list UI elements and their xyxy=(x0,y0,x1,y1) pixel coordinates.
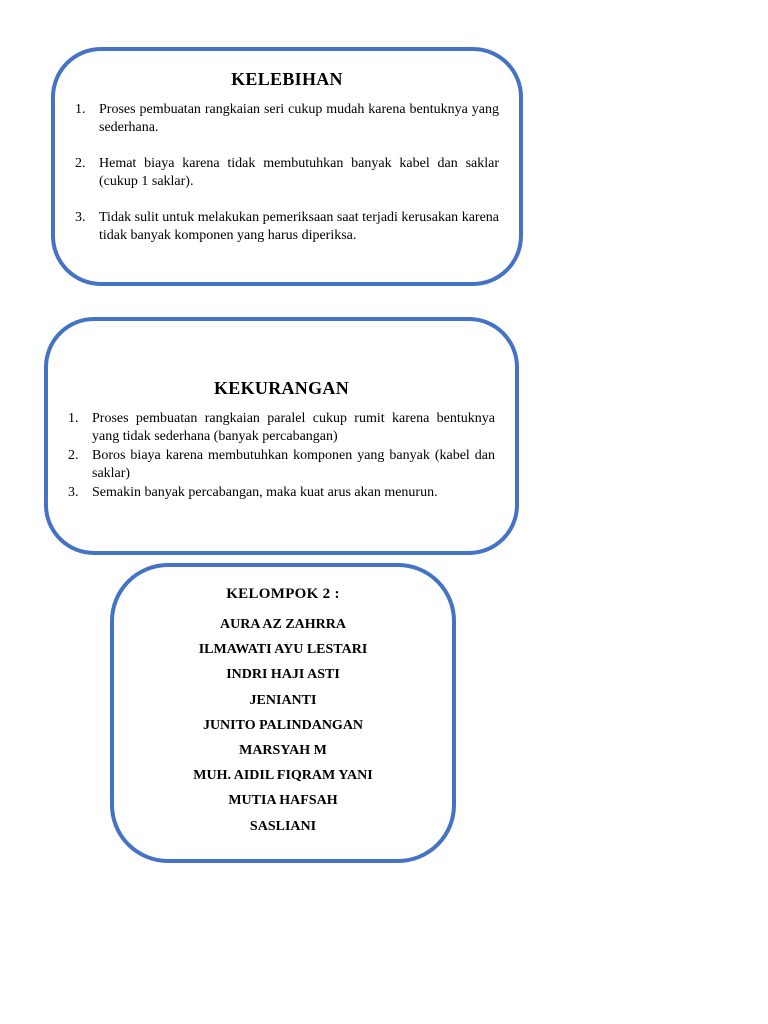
member-name: MUTIA HAFSAH xyxy=(228,793,338,809)
list-item-text: Proses pembuatan rangkaian seri cukup mudah karena bentuknya yang sederhana. xyxy=(99,102,499,135)
member-name: JENIANTI xyxy=(249,692,317,708)
kelebihan-title: KELEBIHAN xyxy=(231,69,343,89)
member-name: MARSYAH M xyxy=(239,742,327,758)
kelompok-box xyxy=(110,563,456,863)
list-item-text: Semakin banyak percabangan, maka kuat arus akan menurun. xyxy=(92,485,438,500)
member-name: MUH. AIDIL FIQRAM YANI xyxy=(193,768,373,784)
list-item-text: Tidak sulit untuk melakukan pemeriksaan saat terjadi kerusakan karena tidak banyak komponen yang harus diperiksa. xyxy=(99,210,499,243)
list-item xyxy=(68,484,495,502)
member-list xyxy=(114,616,452,843)
member-name: INDRI HAJI ASTI xyxy=(226,667,340,683)
kekurangan-list xyxy=(68,410,495,503)
kelompok-title: KELOMPOK 2 : xyxy=(226,586,340,602)
list-number: 1. xyxy=(68,411,79,426)
kelebihan-list xyxy=(75,101,499,263)
list-item xyxy=(75,155,499,191)
list-number: 2. xyxy=(68,448,79,463)
member-name: ILMAWATI AYU LESTARI xyxy=(198,642,368,658)
list-item xyxy=(68,447,495,483)
list-item-text: Hemat biaya karena tidak membutuhkan banyak kabel dan saklar (cukup 1 saklar). xyxy=(99,156,499,189)
list-item xyxy=(68,410,495,446)
list-item xyxy=(75,209,499,245)
list-item-text: Boros biaya karena membutuhkan komponen yang banyak (kabel dan saklar) xyxy=(92,448,495,481)
kelebihan-box xyxy=(51,47,523,286)
kekurangan-box xyxy=(44,317,519,555)
list-item xyxy=(75,101,499,137)
list-number: 1. xyxy=(75,102,86,117)
member-name: SASLIANI xyxy=(249,818,317,834)
list-number: 3. xyxy=(68,485,79,500)
list-number: 3. xyxy=(75,210,86,225)
list-item-text: Proses pembuatan rangkaian paralel cukup rumit karena bentuknya yang tidak sederhana (banyak percabangan) xyxy=(92,411,495,444)
member-name: AURA AZ ZAHRRA xyxy=(219,617,346,632)
member-name: JUNITO PALINDANGAN xyxy=(202,717,364,733)
kekurangan-title: KEKURANGAN xyxy=(213,378,349,398)
list-number: 2. xyxy=(75,156,86,171)
